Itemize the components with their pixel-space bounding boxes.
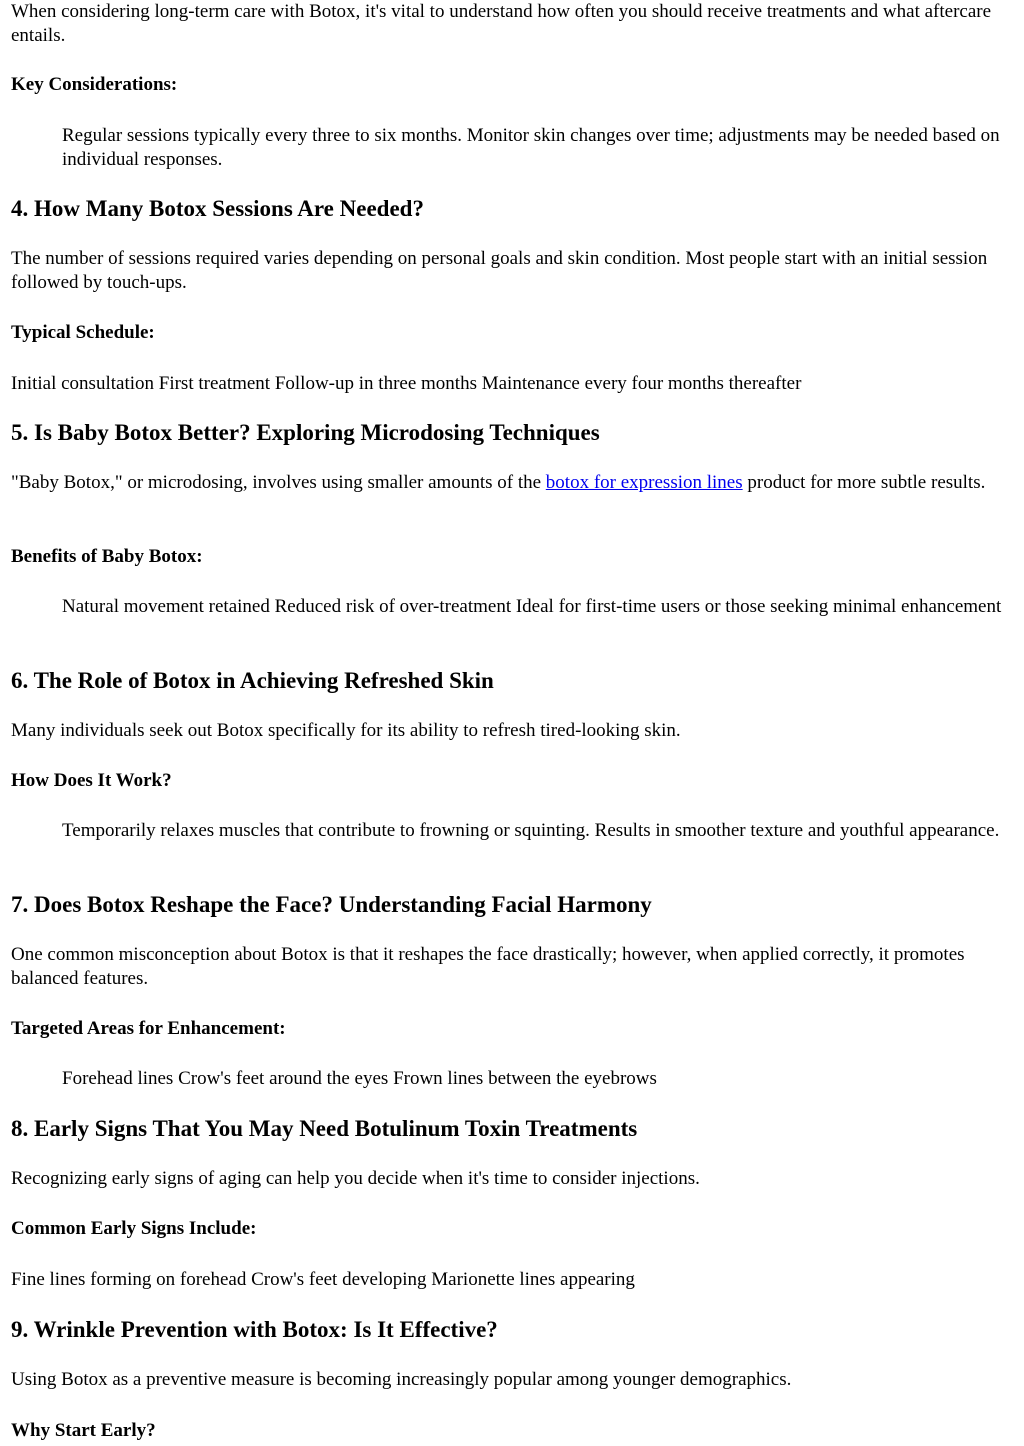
section-6-paragraph: Many individuals seek out Botox specifically for its ability to refresh tired-looking skin.	[11, 720, 681, 741]
section-9-heading: 9. Wrinkle Prevention with Botox: Is It Effective?	[11, 1317, 498, 1342]
section-8-heading: 8. Early Signs That You May Need Botulinum Toxin Treatments	[11, 1116, 638, 1141]
section-4-subheading: Typical Schedule:	[11, 322, 155, 343]
section-5-text-before: "Baby Botox," or microdosing, involves using smaller amounts of the	[11, 472, 546, 493]
section-5-heading: 5. Is Baby Botox Better? Exploring Microdosing Techniques	[11, 420, 600, 445]
section-8-signs: Fine lines forming on forehead Crow's feet developing Marionette lines appearing	[11, 1269, 635, 1290]
key-considerations-heading: Key Considerations:	[11, 74, 178, 95]
section-9-subheading: Why Start Early?	[11, 1420, 156, 1441]
section-8-paragraph: Recognizing early signs of aging can help you decide when it's time to consider injections.	[11, 1168, 700, 1189]
section-4-paragraph: The number of sessions required varies depending on personal goals and skin condition. Most people start with an initial session followed by touch-ups.	[11, 248, 988, 293]
section-5-paragraph	[11, 471, 1011, 495]
section-9-paragraph: Using Botox as a preventive measure is becoming increasingly popular among younger demographics.	[11, 1369, 792, 1390]
section-7-paragraph: One common misconception about Botox is that it reshapes the face drastically; however, when applied correctly, it promotes balanced features.	[11, 944, 965, 989]
key-considerations-text: Regular sessions typically every three to six months. Monitor skin changes over time; adjustments may be needed based on individual responses.	[62, 125, 1000, 170]
section-5-subheading: Benefits of Baby Botox:	[11, 546, 203, 567]
botox-expression-lines-link[interactable]: botox for expression lines	[545, 472, 743, 493]
section-6-how-it-works: Temporarily relaxes muscles that contribute to frowning or squinting. Results in smoother texture and youthful appearance.	[62, 820, 1000, 841]
section-6-subheading: How Does It Work?	[11, 770, 172, 791]
section-6-heading: 6. The Role of Botox in Achieving Refreshed Skin	[11, 668, 494, 693]
section-7-subheading: Targeted Areas for Enhancement:	[11, 1018, 286, 1039]
section-7-heading: 7. Does Botox Reshape the Face? Understanding Facial Harmony	[11, 892, 652, 917]
section-4-schedule: Initial consultation First treatment Follow-up in three months Maintenance every four months thereafter	[11, 373, 802, 394]
section-4-heading: 4. How Many Botox Sessions Are Needed?	[11, 196, 424, 221]
intro-paragraph: When considering long-term care with Botox, it's vital to understand how often you should receive treatments and what aftercare entails.	[11, 1, 992, 46]
section-5-text-after: product for more subtle results.	[742, 472, 986, 493]
section-7-areas: Forehead lines Crow's feet around the eyes Frown lines between the eyebrows	[62, 1068, 657, 1089]
section-8-subheading: Common Early Signs Include:	[11, 1218, 257, 1239]
section-5-benefits: Natural movement retained Reduced risk of over-treatment Ideal for first-time users or those seeking minimal enhancement	[62, 596, 1002, 617]
